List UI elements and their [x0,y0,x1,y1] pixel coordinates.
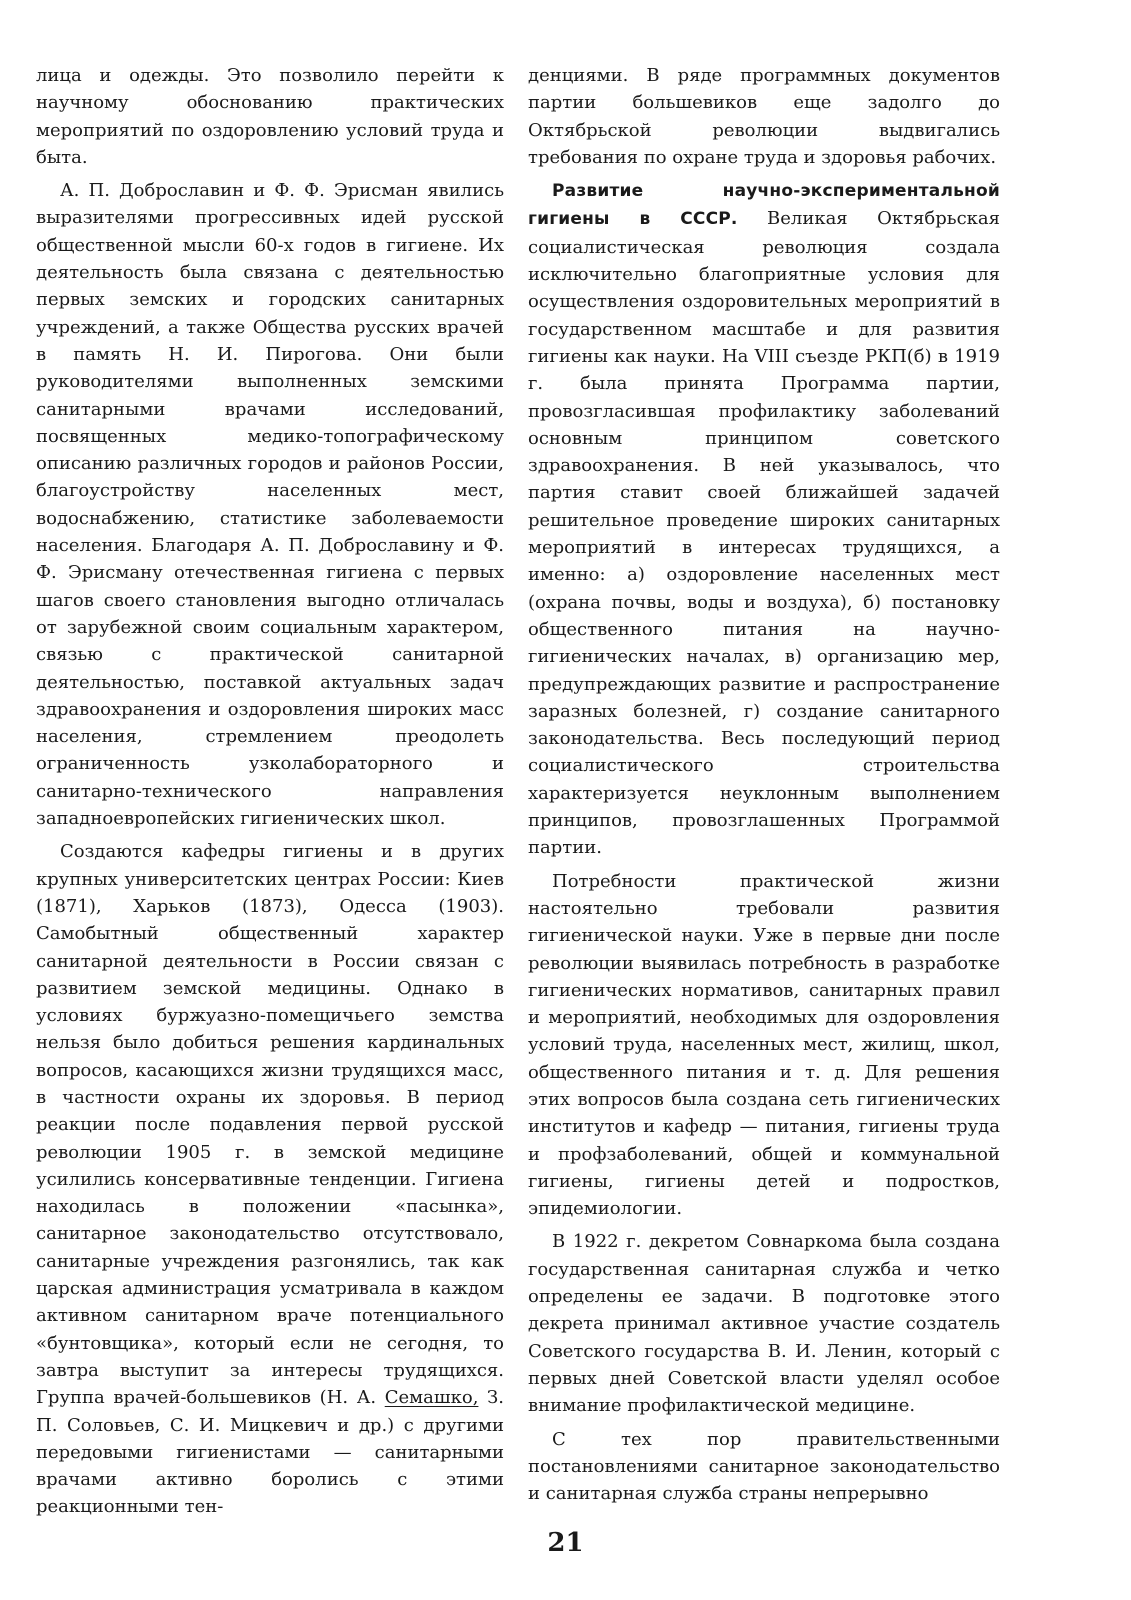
underlined-name: Семашко, [384,1387,479,1409]
paragraph: В 1922 г. декретом Совнаркома была создана государственная санитарная служба и четко определены ее задачи. В подготовке этого декрета принимал активное участие создатель Советского государства В. И. Ленин, который с первых дней Советской власти уделял особое внимание профилактической медицине. [528,1231,1000,1417]
section-heading: Развитие научно-экспериментальной гигиены в СССР. [528,181,1000,230]
paragraph [528,177,1000,861]
paragraph-text: Создаются кафедры гигиены и в других крупных университетских центрах России: Киев (1871), Харьков (1873), Одесса (1903). Самобытный общественный характер санитарной деятельности в России связан с развитием земской медицины. Однако в условиях буржуазно-помещичьего земства нельзя было добиться решения кардинальных вопросов, касающихся жизни трудящихся масс, в частности охраны их здоровья. В период реакции после подавления первой русской революции 1905 г. в земской медицине усилились консервативные тенденции. Гигиена находилась в положении «пасынка», санитарное законодательство отсутствовало, санитарные учреждения разгонялись, так как царская администрация усматривала в каждом активном санитарном враче потенциального «бунтовщика», который если не сегодня, то завтра выступит за интересы трудящихся. Группа врачей-большевиков (Н. А. [36,841,504,1409]
left-column [36,62,504,1527]
paragraph-text: Великая Октябрьская социалистическая революция создала исключительно благоприятные условия для осуществления оздоровительных мероприятий в государственном масштабе и для развития гигиены как науки. На VIII съезде РКП(б) в 1919 г. была принята Программа партии, провозгласившая профилактику заболеваний основным принципом советского здравоохранения. В ней указывалось, что партия ставит своей ближайшей задачей решительное проведение широких санитарных мероприятий в интересах трудящихся, а именно: а) оздоровление населенных мест (охрана почвы, воды и воздуха), б) постановку общественного питания на научно-гигиенических началах, в) организацию мер, предупреждающих развитие и распространение заразных болезней, г) создание санитарного законодательства. Весь последующий период социалистического строительства характеризуется неуклонным выполнением принципов, провозглашенных Программой партии. [528,208,1000,859]
paragraph: С тех пор правительственными постановлениями санитарное законодательство и санитарная служба страны непрерывно [528,1428,1000,1505]
paragraph: денциями. В ряде программных документов партии большевиков еще задолго до Октябрьской революции выдвигались требования по охране труда и здоровья рабочих. [528,65,1000,168]
right-column [528,62,1000,1513]
page-number: 21 [547,1528,584,1558]
paragraph-text: З. П. Соловьев, С. И. Мицкевич и др.) с другими передовыми гигиенистами — санитарными врачами активно боролись с этими реакционными тен- [36,1387,504,1518]
paragraph: А. П. Доброславин и Ф. Ф. Эрисман явились выразителями прогрессивных идей русской общественной мысли 60-х годов в гигиене. Их деятельность была связана с деятельностью первых земских и городских санитарных учреждений, а также Общества русских врачей в память Н. И. Пирогова. Они были руководителями выполненных земскими санитарными врачами исследований, посвященных медико-топографическому описанию различных городов и районов России, благоустройству населенных мест, водоснабжению, статистике заболеваемости населения. Благодаря А. П. Доброславину и Ф. Ф. Эрисману отечественная гигиена с первых шагов своего становления выгодно отличалась от зарубежной своим социальным характером, связью с практической санитарной деятельностью, поставкой актуальных задач здравоохранения и оздоровления широких масс населения, стремлением преодолеть ограниченность узколабораторного и санитарно-технического направления западноевропейских гигиенических школ. [36,180,504,830]
paragraph: лица и одежды. Это позволило перейти к научному обоснованию практических мероприятий по оздоровлению условий труда и быта. [36,65,504,168]
paragraph [36,838,504,1520]
paragraph: Потребности практической жизни настоятельно требовали развития гигиенической науки. Уже в первые дни после революции выявилась потребность в разработке гигиенических нормативов, санитарных правил и мероприятий, необходимых для оздоровления условий труда, населенных мест, жилищ, школ, общественного питания и т. д. Для решения этих вопросов была создана сеть гигиенических институтов и кафедр — питания, гигиены труда и профзаболеваний, общей и коммунальной гигиены, гигиены детей и подростков, эпидемиологии. [528,870,1000,1220]
